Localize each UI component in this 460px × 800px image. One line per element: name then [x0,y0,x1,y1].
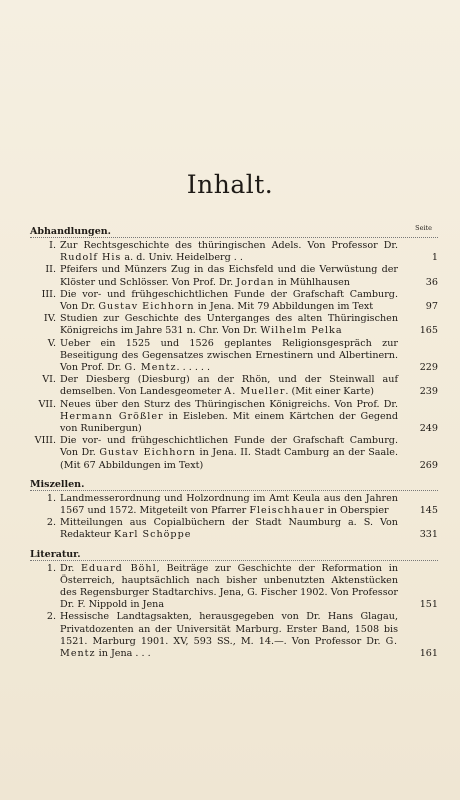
toc-entry [30,435,438,472]
entry-number: 1. [46,562,56,574]
entry-text: Zur Rechtsgeschichte des thüringischen Adels. Von Professor Dr. Rudolf His a. d. Univ. Heidelberg . . [60,240,398,264]
entry-text: Landmesserordnung und Holzordnung im Amt Keula aus den Jahren 1567 und 1572. Mitgeteilt von Pfarrer Fleischhauer in Oberspier [60,492,398,517]
toc-entry [30,517,438,541]
entry-text: Dr. Eduard Böhl, Beiträge zur Geschichte der Reformation in Österreich, hauptsächlich nach bisher unbenutzten Aktenstücken des Regensburger Stadtarchivs. Jena, G. Fischer 1902. Von Professor Dr. F. Nippold in Jena [60,562,398,611]
section-spacer [30,542,438,549]
entry-text: Die vor- und frühgeschichtlichen Funde der Grafschaft Camburg. Von Dr. Gustav Eichhorn in Jena. II. Stadt Camburg an der Saale. (Mit 67 Abbildungen im Text) [60,435,399,471]
entry-text: Ueber ein 1525 und 1526 geplantes Religionsgespräch zur Beseitigung des Gegensatzes zwischen Ernestinern und Albertinern. Von Prof. Dr. G. Mentz. . . . . . [60,337,398,374]
seite-column-label: Seite [415,224,432,232]
toc-entry [30,611,438,660]
entry-text: Neues über den Sturz des Thüringischen Königreichs. Von Prof. Dr. Hermann Größler in Eisleben. Mit einem Kärtchen der Gegend von Runibergun) [60,398,399,435]
entry-number: II. [45,264,56,276]
entry-page: 36 [425,276,438,288]
entry-text: Die vor- und frühgeschichtlichen Funde der Grafschaft Camburg. Von Dr. Gustav Eichhorn in Jena. Mit 79 Abbildungen im Text [60,288,398,313]
entry-page: 165 [419,325,438,337]
toc-entry [30,338,438,375]
entry-number: 1. [46,492,56,504]
table-of-contents [30,226,438,660]
toc-entry [30,240,438,264]
entry-number: IV. [43,313,56,325]
entry-number: 2. [46,517,56,529]
page-title: Inhalt. [186,170,274,199]
entry-page: 145 [419,505,438,517]
entry-number: VI. [42,374,56,386]
entry-text: Hessische Landtagsakten, herausgegeben von Dr. Hans Glagau, Privatdozenten an der Universität Marburg. Erster Band, 1508 bis 1521. Marburg 1901. XV, 593 SS., M. 14.—. Von Professor Dr. G. Mentz in Jena . . . [60,611,398,660]
toc-entry [30,563,438,612]
entry-number: VII. [38,398,56,410]
section-heading-miszellen: Miszellen. [30,479,438,490]
toc-entry [30,374,438,398]
entry-text: Pfeifers und Münzers Zug in das Eichsfeld und die Verwüstung der Klöster und Schlösser. Von Prof. Dr. Jordan in Mühlhausen [60,264,398,288]
entry-number: VIII. [34,435,56,447]
entry-number: III. [41,288,56,300]
entry-number: I. [49,240,56,251]
toc-entry [30,289,438,313]
entry-page: 1 [431,252,438,264]
section-heading-abhandlungen: Abhandlungen. [30,226,438,237]
entry-text: Mitteilungen aus Copialbüchern der Stadt Naumburg a. S. Von Redakteur Karl Schöppe [60,517,398,541]
entry-page: 229 [419,362,438,374]
toc-entry [30,264,438,288]
toc-entry [30,493,438,517]
entry-text: Studien zur Geschichte des Unterganges des alten Thüringischen Königreichs im Jahre 531 n. Chr. Von Dr. Wilhelm Pelka [60,313,398,337]
entry-page: 239 [419,386,438,398]
toc-entry [30,399,438,436]
entry-page: 269 [419,459,438,471]
section-heading-literatur: Literatur. [30,549,438,560]
entry-page: 151 [419,599,438,611]
entry-number: V. [47,337,56,349]
entry-page: 331 [419,529,438,541]
toc-entry [30,313,438,337]
entry-page: 97 [425,301,438,313]
entry-page: 249 [419,423,438,435]
entry-page: 161 [419,648,438,660]
entry-text: Der Diesberg (Diesburg) an der Rhön, und der Steinwall auf demselben. Von Landesgeometer A. Mueller. (Mit einer Karte) [60,374,398,398]
section-spacer [30,472,438,479]
entry-number: 2. [46,611,56,623]
